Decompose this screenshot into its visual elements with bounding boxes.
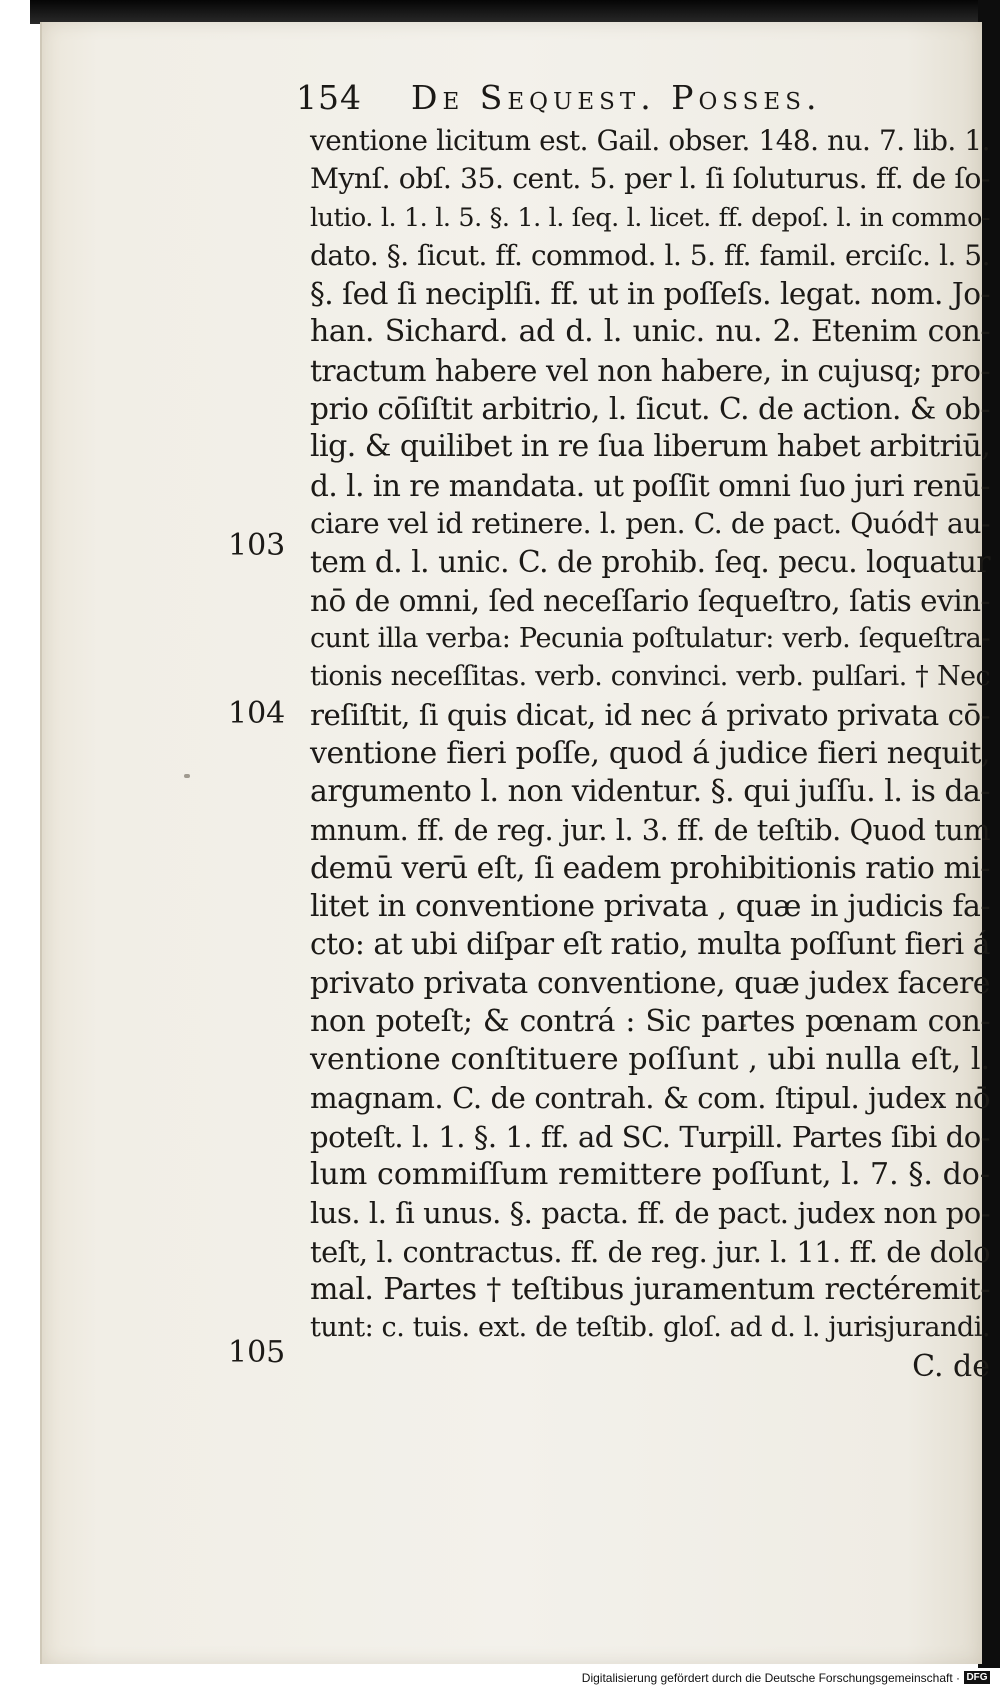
text-line: §. ſed ſi neciplſi. ff. ut in poſſeſs. legat. nom. Jo- — [310, 277, 990, 312]
text-line: reſiſtit, ſi quis dicat, id nec á privato privata cō- — [310, 698, 990, 733]
text-line: ciare vel id retinere. l. pen. C. de pact. Quód† au- — [310, 506, 990, 540]
text-line: prio cōſiſtit arbitrio, l. ſicut. C. de action. & ob- — [310, 392, 990, 427]
footer-bar — [0, 1668, 1000, 1688]
text-line: teſt, l. contractus. ff. de reg. jur. l. 11. ff. de dolo — [310, 1234, 990, 1269]
scanner-edge-top — [30, 0, 1000, 24]
text-line: tionis neceſſitas. verb. convinci. verb. pulſari. † Nec — [310, 661, 990, 693]
text-line: tunt: c. tuis. ext. de teſtib. gloſ. ad d. l. jurisjurandi. — [310, 1312, 990, 1344]
text-line: privato privata conventione, quæ judex facere — [310, 965, 990, 1001]
text-line: dato. §. ſicut. ff. commod. l. 5. ff. famil. erciſc. l. 5. — [310, 238, 990, 272]
margin-number: 105 — [228, 1335, 286, 1370]
text-line: ventione conſtituere poſſunt , ubi nulla eſt, l. — [310, 1042, 990, 1078]
text-line: mal. Partes † teſtibus juramentum rectéremit- — [310, 1271, 990, 1307]
text-line: lum commiſſum remittere poſſunt, l. 7. §. do- — [310, 1157, 990, 1193]
ink-spot — [184, 774, 190, 778]
funding-credit: Digitalisierung gefördert durch die Deutsche Forschungsgemeinschaft · — [581, 1671, 960, 1685]
running-title: De Sequest. Posses. — [411, 78, 822, 117]
margin-number: 103 — [228, 528, 286, 563]
running-head — [296, 72, 936, 124]
text-line: cunt illa verba: Pecunia poſtulatur: verb. ſequeſtra- — [310, 622, 990, 654]
text-line: cto: at ubi diſpar eſt ratio, multa poſſunt fieri á — [310, 927, 990, 963]
text-line: poteſt. l. 1. §. 1. ff. ad SC. Turpill. Partes ſibi do- — [310, 1119, 990, 1154]
text-line: nō de omni, ſed neceſſario ſequeſtro, ſatis evin- — [310, 583, 990, 618]
dfg-logo: DFG — [964, 1671, 990, 1684]
text-line: demū verū eſt, ſi eadem prohibitionis ratio mi- — [310, 850, 990, 886]
text-line: lutio. l. 1. l. 5. §. 1. l. ſeq. l. licet. ff. depoſ. l. in commo- — [310, 202, 990, 233]
text-line: tractum habere vel non habere, in cujusq; pro- — [310, 352, 990, 388]
text-line: lus. l. ſi unus. §. pacta. ff. de pact. judex non po- — [310, 1196, 990, 1231]
text-line: argumento l. non videntur. §. qui juſſu. l. is da- — [310, 774, 990, 810]
text-line: non poteſt; & contrá : Sic partes pœnam con- — [310, 1003, 990, 1039]
text-line: d. l. in re mandata. ut poſſit omni ſuo juri renū- — [310, 468, 990, 503]
margin-number: 104 — [228, 696, 286, 731]
text-line: Mynſ. obſ. 35. cent. 5. per l. ſi ſoluturus. ff. de ſo- — [310, 162, 990, 196]
text-line: ventione licitum est. Gail. obser. 148. nu. 7. lib. 1. — [310, 124, 990, 157]
text-line: tem d. l. unic. C. de prohib. ſeq. pecu. loquatur — [310, 545, 990, 580]
text-line: lig. & quilibet in re ſua liberum habet arbitriū, — [310, 429, 991, 465]
text-line: ventione fieri poſſe, quod á judice fieri nequit, — [310, 735, 990, 771]
body-text — [310, 122, 990, 1386]
text-line: litet in conventione privata , quæ in judicis fa- — [310, 888, 990, 924]
text-line: magnam. C. de contrah. & com. ſtipul. judex nō — [310, 1081, 990, 1116]
catchword: C. de — [912, 1348, 990, 1384]
text-line: mnum. ff. de reg. jur. l. 3. ff. de teſtib. Quod tum — [310, 813, 990, 848]
text-line: han. Sichard. ad d. l. unic. nu. 2. Etenim con- — [310, 314, 990, 350]
page-number: 154 — [296, 78, 362, 117]
